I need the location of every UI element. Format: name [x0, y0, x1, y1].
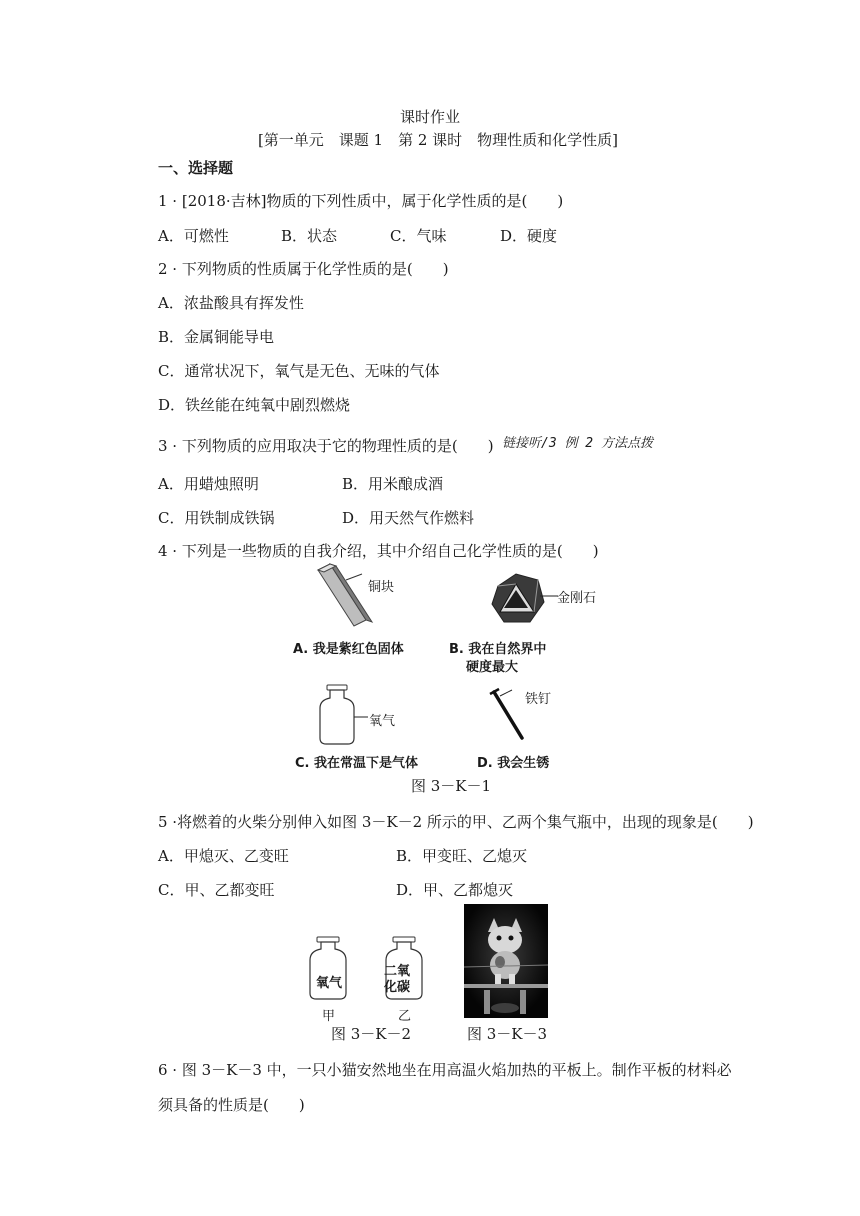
q3-option-b: B．用米酿成酒	[342, 475, 444, 493]
figure2-title: 图 3－K－2	[331, 1025, 412, 1043]
q5-option-d: D．甲、乙都熄灭	[396, 881, 514, 899]
q6-stem-line1: 6 · 图 3－K－3 中，一只小猫安然地坐在用高温火焰加热的平板上。制作平板的材料必	[158, 1061, 732, 1079]
q1-option-a: A．可燃性	[158, 227, 229, 245]
q3-handwritten-note: 链接听/3 例 2 方法点拨	[502, 436, 653, 451]
diamond-label-line	[540, 594, 560, 598]
q2-option-d: D．铁丝能在纯氧中剧烈燃烧	[158, 396, 351, 414]
q3-option-c: C．用铁制成铁锅	[158, 509, 275, 527]
page-title: 课时作业	[399, 108, 460, 126]
q2-stem: 2 · 下列物质的性质属于化学性质的是( )	[158, 260, 449, 278]
jar2-label-line2: 化碳	[384, 980, 411, 995]
jar1-name: 甲	[322, 1009, 336, 1024]
q1-option-c: C．气味	[390, 227, 447, 245]
figure1-title: 图 3－K－1	[411, 777, 492, 795]
jar1-label: 氧气	[316, 976, 343, 991]
q5-option-b: B．甲变旺、乙熄灭	[396, 847, 528, 865]
fig1-caption-a: A. 我是紫红色固体	[293, 642, 404, 657]
oxygen-label: 氧气	[369, 714, 396, 729]
section-heading: 一、选择题	[158, 159, 234, 177]
diamond-image	[488, 572, 548, 628]
jar2-name: 乙	[398, 1009, 412, 1024]
iron-nail-label: 铁钉	[525, 692, 552, 707]
q1-option-d: D．硬度	[500, 227, 558, 245]
q3-stem: 3 · 下列物质的应用取决于它的物理性质的是( )	[158, 437, 494, 455]
fig1-caption-c: C. 我在常温下是气体	[295, 756, 419, 771]
q2-option-c: C．通常状况下，氧气是无色、无味的气体	[158, 362, 440, 380]
q5-option-c: C．甲、乙都变旺	[158, 881, 275, 899]
kitten-on-hot-plate-photo	[464, 904, 548, 1018]
figure3-title: 图 3－K－3	[467, 1025, 548, 1043]
q4-stem: 4 · 下列是一些物质的自我介绍，其中介绍自己化学性质的是( )	[158, 542, 599, 560]
diamond-label: 金刚石	[557, 591, 597, 606]
q3-option-a: A．用蜡烛照明	[158, 475, 259, 493]
q5-option-a: A．甲熄灭、乙变旺	[158, 847, 289, 865]
q1-stem: 1 · [2018·吉林]物质的下列性质中，属于化学性质的是( )	[158, 192, 564, 210]
q1-option-b: B．状态	[281, 227, 338, 245]
fig1-caption-b-line2: 硬度最大	[466, 660, 519, 675]
q2-option-b: B．金属铜能导电	[158, 328, 275, 346]
iron-nail-image	[488, 686, 528, 742]
q6-stem-line2: 须具备的性质是( )	[158, 1096, 305, 1114]
q5-stem: 5 ·将燃着的火柴分别伸入如图 3－K－2 所示的甲、乙两个集气瓶中，出现的现象是( )	[158, 813, 754, 831]
jar2-label-line1: 二氧	[384, 964, 411, 979]
q2-option-a: A．浓盐酸具有挥发性	[158, 294, 304, 312]
q3-option-d: D．用天然气作燃料	[342, 509, 475, 527]
copper-block-image	[310, 562, 380, 632]
fig1-caption-d: D. 我会生锈	[477, 756, 550, 771]
fig1-caption-b-line1: B. 我在自然界中	[449, 642, 547, 657]
page-subtitle: [第一单元 课题 1 第 2 课时 物理性质和化学性质]	[257, 131, 619, 149]
copper-label: 铜块	[368, 580, 395, 595]
